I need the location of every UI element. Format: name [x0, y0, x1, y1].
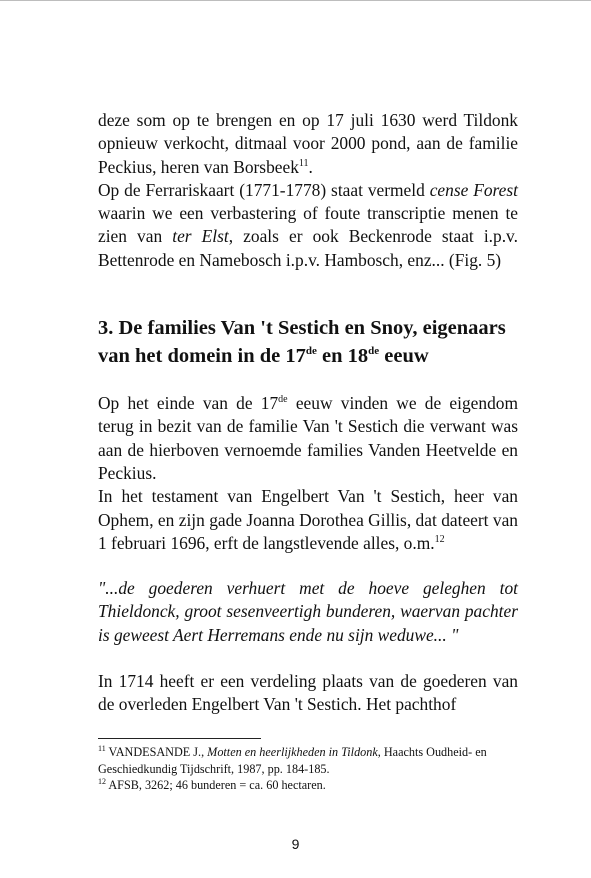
- heading-text-c: eeuw: [379, 345, 429, 368]
- quotation: "...de goederen verhuert met de hoeve geleghen tot Thieldonck, groot sesenveertigh bunderen, waervan pachter is geweest Aert Herremans ende nu sijn weduwe... ": [98, 578, 518, 645]
- paragraph-3-sup: de: [278, 394, 288, 406]
- footnote-divider: [98, 738, 261, 739]
- paragraph-3-text-b: eeuw vinden we de eigendom terug in bezit van de familie Van 't Sestich die verwant was aan de hierboven vernoemde families Vanden Heetvelde en Peckius.: [98, 393, 519, 483]
- heading-sup-a: de: [305, 345, 317, 358]
- paragraph-2-text-b: waarin we een verbastering of foute transcriptie menen te zien van: [98, 203, 518, 247]
- paragraph-2-italic-a: cense Forest: [429, 179, 518, 200]
- footnote-11: [98, 744, 523, 777]
- footnote-12-number: 12: [98, 776, 106, 786]
- paragraph-3: [98, 392, 518, 485]
- footnote-12: [98, 777, 523, 794]
- footnote-12-text: AFSB, 3262; 46 bunderen = ca. 60 hectaren.: [106, 778, 326, 792]
- paragraph-2-text-c: , zoals er ook Beckenrode staat i.p.v. Bettenrode en Namebosch i.p.v. Hambosch, enz... (Fig. 5): [98, 226, 518, 270]
- paragraph-4-text: In het testament van Engelbert Van 't Sestich, heer van Ophem, en zijn gade Joanna Dorothea Gillis, dat dateert van 1 februari 1696, erft de langstlevende alles, o.m.: [98, 486, 518, 553]
- paragraph-1-text: deze som op te brengen en op 17 juli 1630 werd Tildonk opnieuw verkocht, ditmaal voor 2000 pond, aan de familie Peckius, heren van Borsbeek: [98, 110, 518, 177]
- paragraph-1: [98, 109, 518, 179]
- paragraph-1-end: .: [308, 156, 313, 177]
- footnote-11-text-a: VANDESANDE J.,: [105, 745, 208, 759]
- paragraph-2: [98, 179, 518, 272]
- heading-sup-b: de: [368, 345, 380, 358]
- page-number: 9: [291, 836, 300, 852]
- section-heading: [98, 314, 518, 370]
- heading-text-a: 3. De families Van 't Sestich en Snoy, eigenaars van het domein in de 17: [98, 317, 506, 368]
- footnote-ref-11: 11: [298, 157, 309, 169]
- footnote-11-text-b: , Haachts Oudheid- en Geschiedkundig Tijdschrift, 1987, pp. 184-185.: [98, 745, 487, 776]
- footnote-ref-12: 12: [434, 534, 445, 546]
- paragraph-2-italic-b: ter Elst: [172, 226, 229, 247]
- footnotes: [98, 744, 523, 794]
- paragraph-2-text-a: Op de Ferrariskaart (1771-1778) staat vermeld: [98, 179, 430, 200]
- paragraph-4: [98, 485, 518, 555]
- paragraph-3-text-a: Op het einde van de 17: [98, 393, 279, 414]
- footnote-11-number: 11: [98, 743, 106, 753]
- heading-text-b: en 18: [316, 345, 369, 368]
- page-body: [98, 109, 518, 717]
- top-border-line: [0, 0, 591, 1]
- paragraph-5: In 1714 heeft er een verdeling plaats van de goederen van de overleden Engelbert Van 't Sestich. Het pachthof: [98, 671, 518, 715]
- footnote-11-title: Motten en heerlijkheden in Tildonk: [207, 745, 378, 759]
